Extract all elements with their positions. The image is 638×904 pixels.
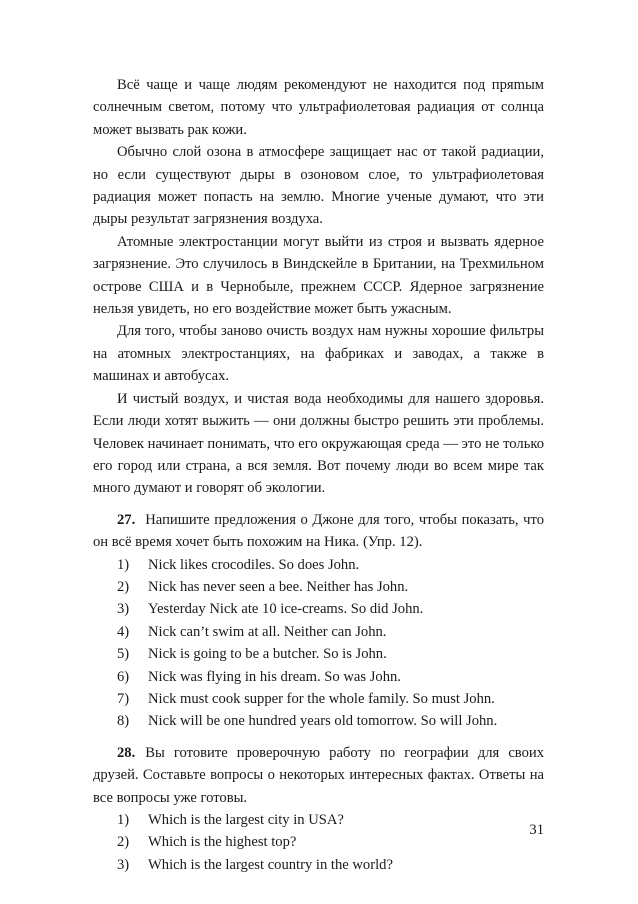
list-item-number: 8) xyxy=(117,713,130,730)
list-item-number: 3) xyxy=(117,601,130,618)
list-item xyxy=(93,598,544,620)
list-item-number: 1) xyxy=(117,812,130,828)
list-item-text: Which is the largest country in the world? xyxy=(148,856,393,873)
list-item xyxy=(93,576,544,598)
list-item-text: Nick likes crocodiles. So does John. xyxy=(148,556,360,573)
list-item xyxy=(93,554,544,576)
paragraph-filters: Для того, чтобы заново очисть воздух нам нужны хорошие фильтры на атомных электростанциях, на фабриках и заводах, а также в машинах и автобусах. xyxy=(93,323,544,385)
list-item-text: Nick must cook supper for the whole family. So must John. xyxy=(148,690,495,707)
list-item xyxy=(93,854,544,876)
list-item-number: 7) xyxy=(117,690,130,707)
list-item-number: 6) xyxy=(117,668,130,685)
page-number: 31 xyxy=(529,822,544,838)
list-item-number: 5) xyxy=(117,646,130,663)
list-item-number: 4) xyxy=(117,623,130,640)
list-item xyxy=(93,710,544,732)
list-item xyxy=(93,688,544,710)
list-item xyxy=(93,643,544,665)
paragraph-uv-radiation: Всё чаще и чаще людям рекомендуют не находится под пряmым солнечным светом, потому что ультрафиолетовая радиация от солнца может вызвать рак кожи. xyxy=(93,77,544,138)
exercise-27-text: Напишите предложения о Джоне для того, чтобы показать, что он всё время хочет быть похожим на Ника. (Упр. 12). xyxy=(93,511,544,551)
list-item-text: Yesterday Nick ate 10 ice-creams. So did John. xyxy=(148,601,424,618)
list-item-text: Nick was flying in his dream. So was John. xyxy=(148,668,401,685)
list-item-text: Which is the largest city in USA? xyxy=(148,812,344,828)
exercise-27-number: 27. xyxy=(117,511,136,528)
paragraph-ozone-layer: Обычно слой озона в атмосфере защищает нас от такой радиации, но если существуют дыры в озоновом слое, то ультрафиолетовая радиация может попасть на землю. Многие ученые думают, что эти дыры результат загрязнения воздуха. xyxy=(93,144,544,228)
exercise-28-text: Вы готовите проверочную работу по географии для своих друзей. Составьте вопросы о некоторых интересных фактах. Ответы на все вопросы уже готовы. xyxy=(93,744,544,806)
list-item xyxy=(93,621,544,643)
list-item-number: 2) xyxy=(117,834,130,851)
page-content xyxy=(93,74,544,876)
exercise-28-list xyxy=(93,809,544,876)
exercise-28-number: 28. xyxy=(117,744,136,761)
list-item-text: Nick has never seen a bee. Neither has John. xyxy=(148,578,409,595)
list-item-number: 1) xyxy=(117,556,130,573)
exercise-27-instruction xyxy=(93,509,544,554)
list-item-number: 3) xyxy=(117,856,130,873)
exercise-28-instruction xyxy=(93,742,544,809)
list-item-text: Which is the highest top? xyxy=(148,834,297,851)
list-item-text: Nick will be one hundred years old tomorrow. So will John. xyxy=(148,713,498,730)
paragraph-clean-air-water: И чистый воздух, и чистая вода необходимы для нашего здоровья. Если люди хотят выжить — они должны быстро решить эти проблемы. Человек начинает понимать, что его окружающая среда — это не только его город или страна, а вся земля. Вот почему люди во всем мире так много думают и говорят об экологии. xyxy=(93,390,544,497)
exercise-27-list xyxy=(93,554,544,733)
list-item-text: Nick can’t swim at all. Neither can John. xyxy=(148,623,387,640)
list-item xyxy=(93,666,544,688)
list-item-number: 2) xyxy=(117,578,130,595)
paragraph-nuclear-plants: Атомные электростанции могут выйти из строя и вызвать ядерное загрязнение. Это случилось в Виндскейле в Британии, на Трехмильном острове США и в Чернобыле, прежнем СССР. Ядерное загрязнение нельзя увидеть, но его воздействие может быть ужасным. xyxy=(93,233,544,318)
list-item-text: Nick is going to be a butcher. So is John. xyxy=(148,646,387,663)
